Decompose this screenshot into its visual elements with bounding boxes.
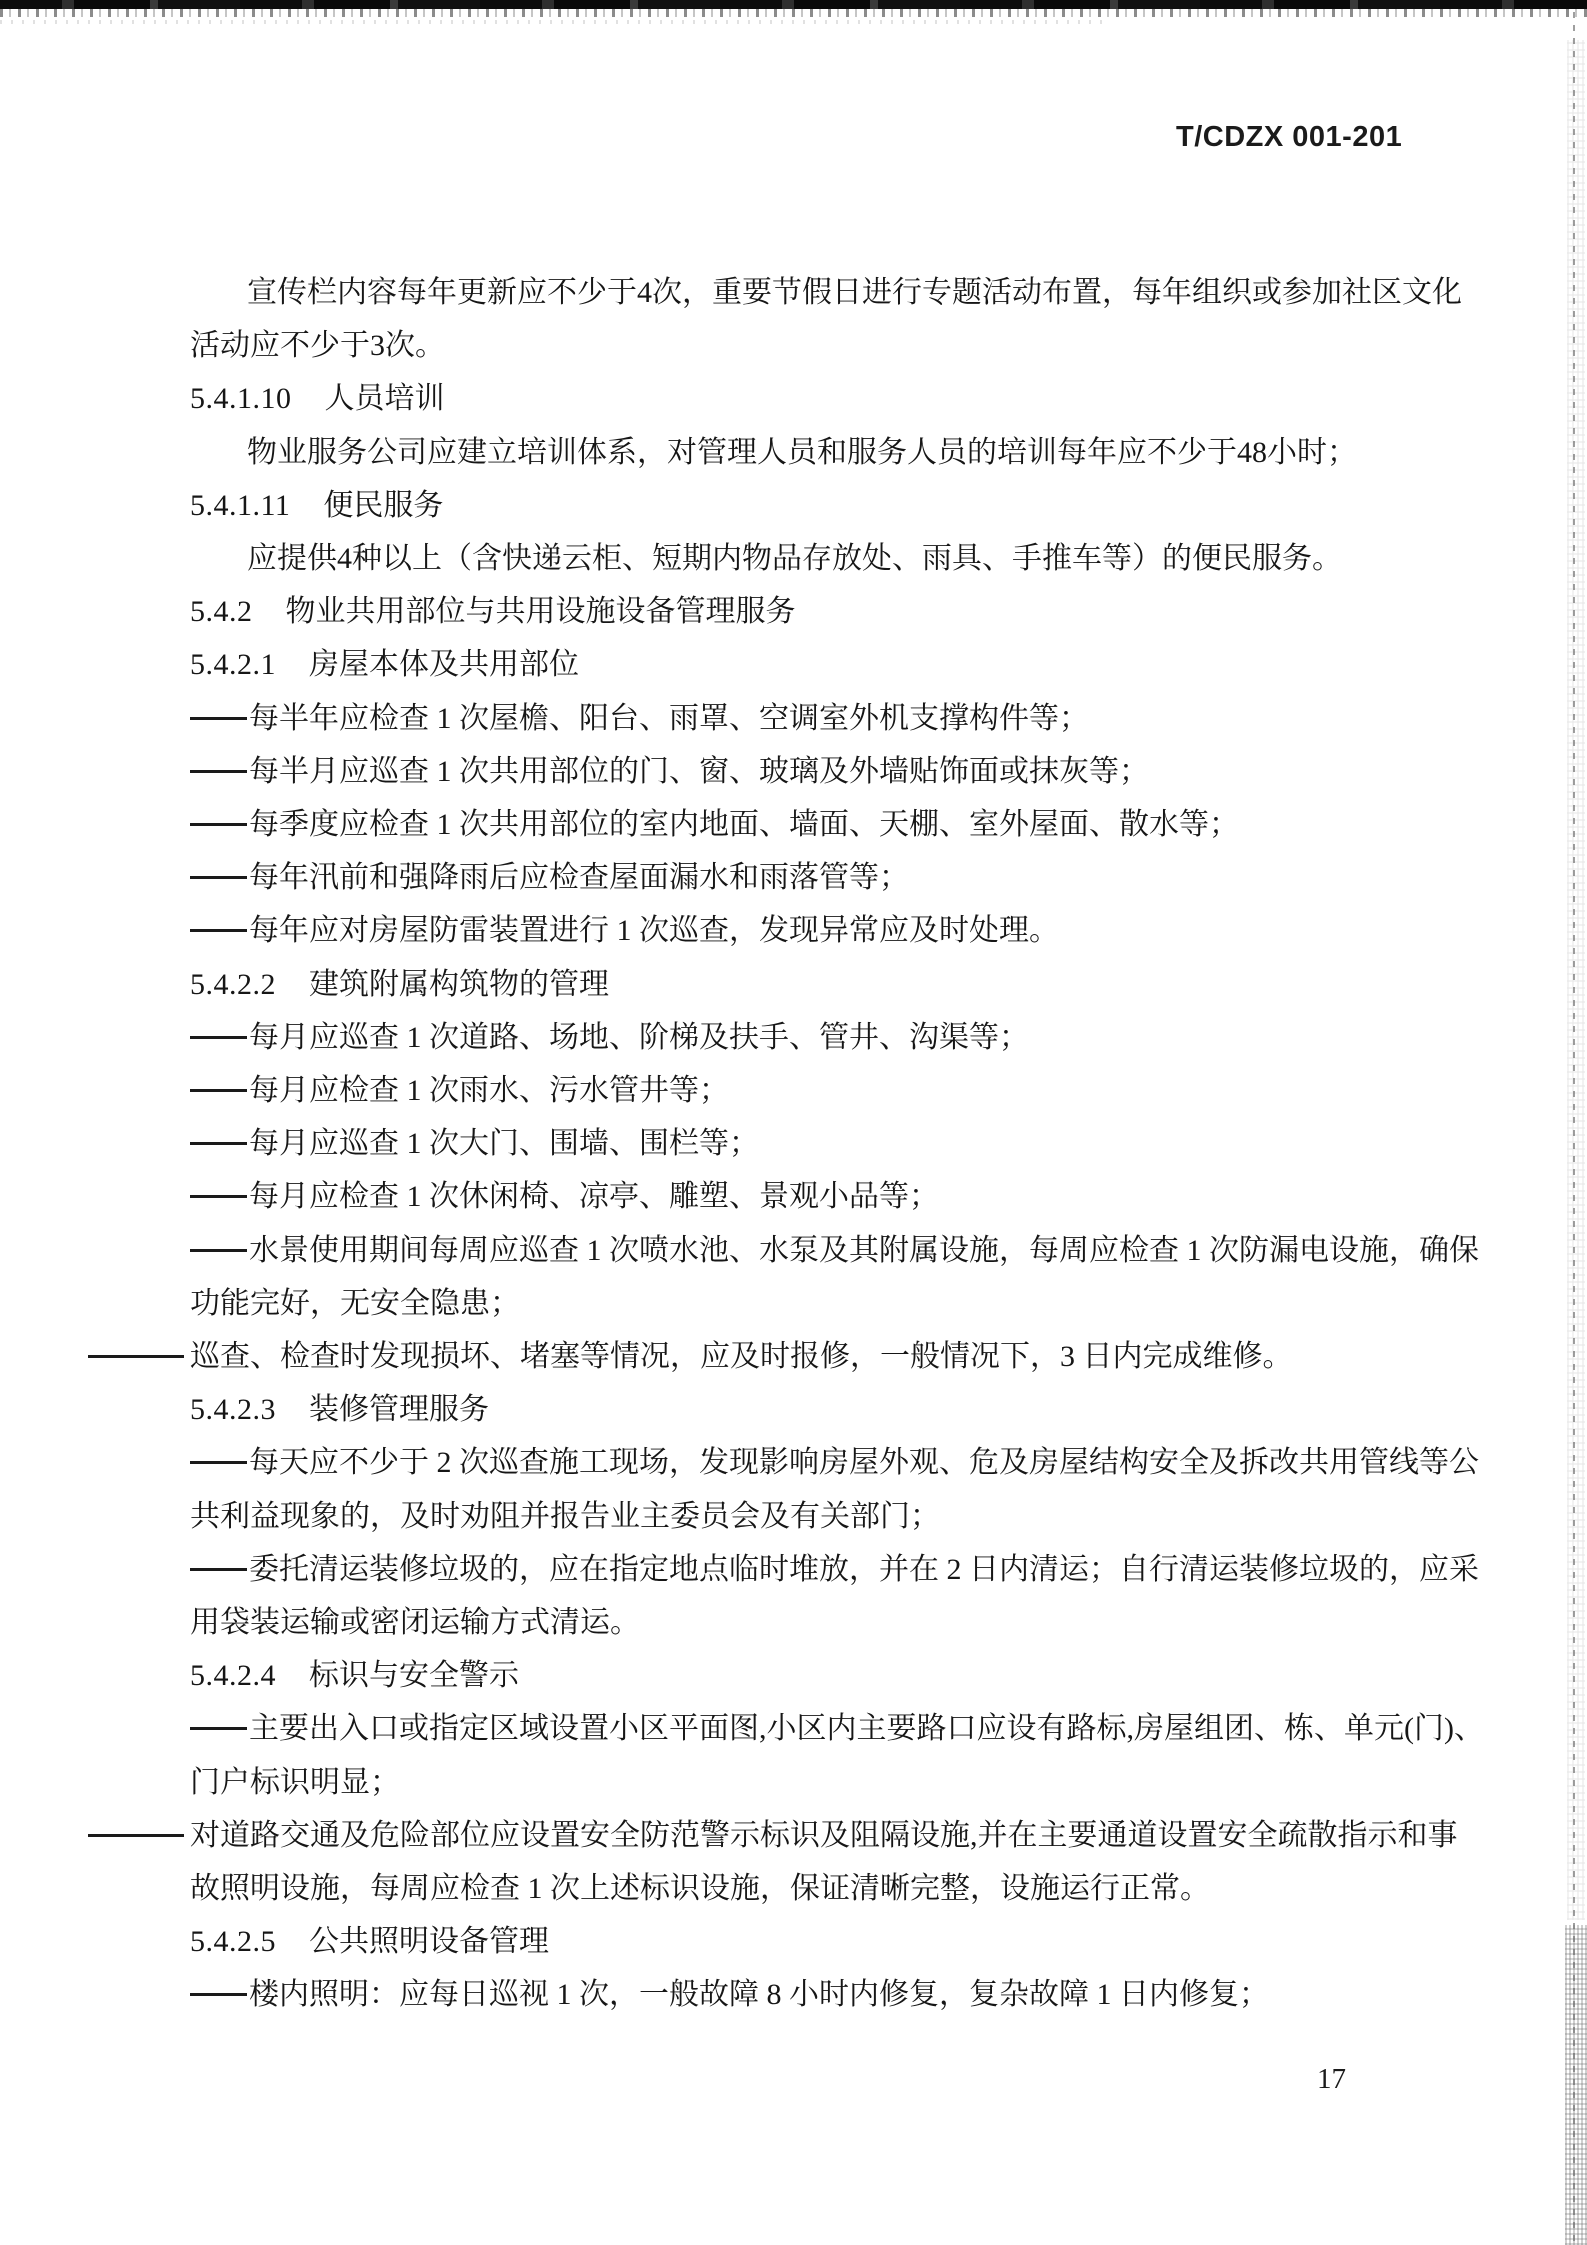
text-line [190,859,909,897]
heading-title: 物业共用部位与共用设施设备管理服务 [285,595,796,629]
heading-number: 5.4.2.2 [190,967,276,1001]
text-line [247,434,1357,472]
line-text: 门户标识明显； [190,1765,400,1799]
line-text: 巡查、检查时发现损坏、堵塞等情况，应及时报修，一般情况下，3 日内完成维修。 [190,1340,1293,1373]
text-line [190,327,445,365]
text-line [190,1976,1269,2014]
line-text: 主要出入口或指定区域设置小区平面图,小区内主要路口应设有路标,房屋组团、栋、单元(门)、 [249,1712,1484,1746]
text-line [190,1072,729,1110]
em-dash-marker [190,876,247,879]
line-text: 每半年应检查 1 次屋檐、阳台、雨罩、空调室外机支撑构件等； [249,701,1089,735]
text-line [88,1338,1293,1376]
text-line [190,1551,1479,1589]
heading-number: 5.4.1.11 [190,488,291,522]
text-line [190,1710,1484,1748]
heading-number: 5.4.2 [190,595,253,629]
em-dash-marker [190,717,247,720]
scan-artifact-right-edge-line [1573,12,1575,2245]
line-text: 宣传栏内容每年更新应不少于4次，重要节假日进行专题活动布置，每年组织或参加社区文化 [247,276,1462,309]
line-text: 应提供4种以上（含快递云柜、短期内物品存放处、雨具、手推车等）的便民服务。 [247,542,1342,575]
line-text: 用袋装运输或密闭运输方式清运。 [190,1606,640,1639]
line-text: 活动应不少于3次。 [190,329,445,363]
heading-title: 标识与安全警示 [309,1659,519,1693]
em-dash-marker [190,1036,247,1039]
heading-title: 人员培训 [324,382,445,416]
em-dash-marker [190,1089,247,1092]
section-heading [190,1923,549,1961]
line-text: 故照明设施，每周应检查 1 次上述标识设施，保证清晰完整，设施运行正常。 [190,1872,1210,1905]
line-text: 每年汛前和强降雨后应检查屋面漏水和雨落管等； [249,861,909,895]
section-heading [190,593,796,631]
em-dash-marker [190,1727,247,1730]
section-heading [190,380,445,418]
scan-artifact-right-edge-noise-upper [1567,40,1585,1920]
text-line [190,1498,940,1536]
text-line [190,912,1059,950]
section-heading [190,966,609,1004]
line-text: 每半月应巡查 1 次共用部位的门、窗、玻璃及外墙贴饰面或抹灰等； [249,754,1149,788]
em-dash-marker [190,1195,247,1198]
text-line [190,753,1149,791]
section-heading [190,1391,489,1429]
text-line [190,806,1239,844]
line-text: 每季度应检查 1 次共用部位的室内地面、墙面、天棚、室外屋面、散水等； [249,808,1239,841]
heading-number: 5.4.2.5 [190,1925,276,1959]
section-heading [190,487,443,525]
heading-title: 建筑附属构筑物的管理 [309,967,609,1001]
line-text: 每月应巡查 1 次大门、围墙、围栏等； [249,1127,759,1161]
text-line [190,1232,1479,1270]
scan-artifact-top-edge [0,0,1587,9]
line-text: 委托清运装修垃圾的，应在指定地点临时堆放，并在 2 日内清运；自行清运装修垃圾的，应采 [249,1552,1479,1586]
doc-code-header: T/CDZX 001-201 [1176,121,1403,153]
heading-title: 公共照明设备管理 [309,1925,549,1959]
text-line [190,1285,520,1323]
em-dash-marker [190,929,247,932]
line-text: 每天应不少于 2 次巡查施工现场，发现影响房屋外观、危及房屋结构安全及拆改共用管线等公 [249,1446,1479,1480]
section-heading [190,646,579,684]
heading-title: 房屋本体及共用部位 [309,648,579,682]
heading-number: 5.4.2.1 [190,648,276,682]
line-text: 对道路交通及危险部位应设置安全防范警示标识及阻隔设施,并在主要通道设置安全疏散指示和事 [190,1818,1458,1852]
scan-artifact-right-edge-noise [1565,1925,1587,2245]
line-text: 水景使用期间每周应巡查 1 次喷水池、水泵及其附属设施，每周应检查 1 次防漏电设施，确保 [249,1233,1479,1267]
text-line [190,1604,640,1642]
line-text: 每年应对房屋防雷装置进行 1 次巡查，发现异常应及时处理。 [249,914,1059,948]
line-text: 楼内照明：应每日巡视 1 次，一般故障 8 小时内修复，复杂故障 1 日内修复； [249,1978,1269,2012]
text-line [190,1444,1479,1482]
em-dash-marker [190,770,247,773]
page-number: 17 [1317,2063,1346,2095]
em-dash-marker [88,1355,184,1358]
text-line [190,1178,939,1216]
em-dash-marker [190,823,247,826]
line-text: 功能完好，无安全隐患； [190,1286,520,1320]
text-line [190,1125,759,1163]
line-text: 物业服务公司应建立培训体系，对管理人员和服务人员的培训每年应不少于48小时； [247,435,1357,469]
text-line [247,540,1342,578]
heading-number: 5.4.2.3 [190,1393,276,1427]
text-line [190,1764,400,1802]
em-dash-marker [190,1568,247,1571]
heading-title: 装修管理服务 [309,1393,489,1427]
heading-number: 5.4.2.4 [190,1659,276,1693]
em-dash-marker [190,1249,247,1252]
line-text: 共利益现象的，及时劝阻并报告业主委员会及有关部门； [190,1499,940,1533]
heading-number: 5.4.1.10 [190,382,292,416]
text-line [190,1870,1210,1908]
text-line [88,1817,1458,1855]
em-dash-marker [88,1834,184,1837]
line-text: 每月应巡查 1 次道路、场地、阶梯及扶手、管井、沟渠等； [249,1020,1029,1054]
text-line [247,274,1462,312]
em-dash-marker [190,1993,247,1996]
section-heading [190,1657,519,1695]
em-dash-marker [190,1142,247,1145]
heading-title: 便民服务 [323,488,444,522]
line-text: 每月应检查 1 次雨水、污水管井等； [249,1074,729,1107]
line-text: 每月应检查 1 次休闲椅、凉亭、雕塑、景观小品等； [249,1180,939,1214]
em-dash-marker [190,1461,247,1464]
text-line [190,1019,1029,1057]
text-line [190,700,1089,738]
